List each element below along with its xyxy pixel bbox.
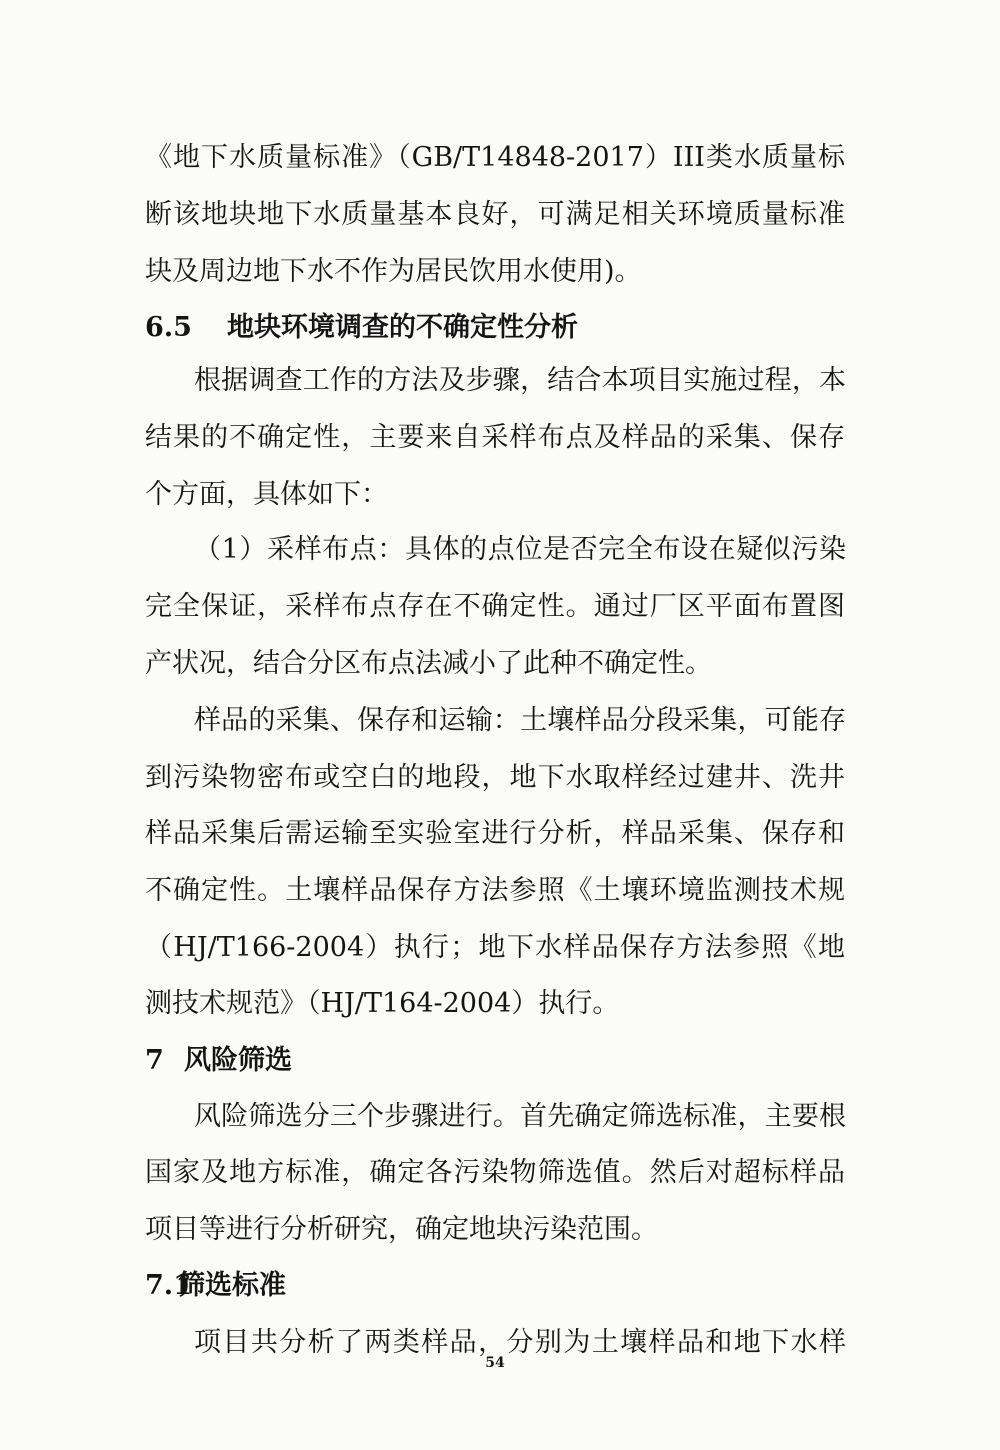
paragraph-line: （HJ/T166-2004）执行；地下水样品保存方法参照《地 <box>145 932 845 963</box>
paragraph-line: 项目等进行分析研究，确定地块污染范围。 <box>145 1214 658 1245</box>
page-number: 54 <box>485 1355 505 1371</box>
paragraph-line: 块及周边地下水不作为居民饮用水使用)。 <box>145 256 642 287</box>
paragraph-line: 个方面，具体如下： <box>145 479 388 510</box>
paragraph-line: 不确定性。土壤样品保存方法参照《土壤环境监测技术规 <box>145 875 845 906</box>
paragraph-line: 到污染物密布或空白的地段，地下水取样经过建井、洗井 <box>145 762 845 793</box>
paragraph-line: 国家及地方标准，确定各污染物筛选值。然后对超标样品 <box>145 1157 845 1188</box>
paragraph-line: （1）采样布点：具体的点位是否完全布设在疑似污染 <box>194 534 846 565</box>
paragraph-line: 断该地块地下水质量基本良好，可满足相关环境质量标准 <box>145 199 845 230</box>
paragraph-line: 产状况，结合分区布点法减小了此种不确定性。 <box>145 648 712 679</box>
section-heading: 筛选标准 <box>178 1270 286 1301</box>
paragraph-line: 测技术规范》（HJ/T164-2004）执行。 <box>145 988 620 1019</box>
paragraph-line: 样品的采集、保存和运输：土壤样品分段采集，可能存 <box>194 705 846 736</box>
paragraph-line: 根据调查工作的方法及步骤，结合本项目实施过程，本 <box>194 365 846 396</box>
paragraph-line: 样品采集后需运输至实验室进行分析，样品采集、保存和 <box>145 818 845 849</box>
paragraph-line: 完全保证，采样布点存在不确定性。通过厂区平面布置图 <box>145 591 845 622</box>
section-number: 7.1 <box>145 1270 192 1301</box>
section-heading: 风险筛选 <box>184 1045 292 1076</box>
paragraph-line: 项目共分析了两类样品，分别为土壤样品和地下水样 <box>194 1327 846 1358</box>
section-number: 7 <box>145 1045 164 1076</box>
paragraph-line: 结果的不确定性，主要来自采样布点及样品的采集、保存 <box>145 422 845 453</box>
paragraph-line: 风险筛选分三个步骤进行。首先确定筛选标准，主要根 <box>194 1101 846 1132</box>
section-number: 6.5 <box>145 312 192 343</box>
section-heading: 地块环境调查的不确定性分析 <box>227 312 578 343</box>
paragraph-line: 《地下水质量标准》（GB/T14848-2017）III类水质量标 <box>145 142 845 173</box>
